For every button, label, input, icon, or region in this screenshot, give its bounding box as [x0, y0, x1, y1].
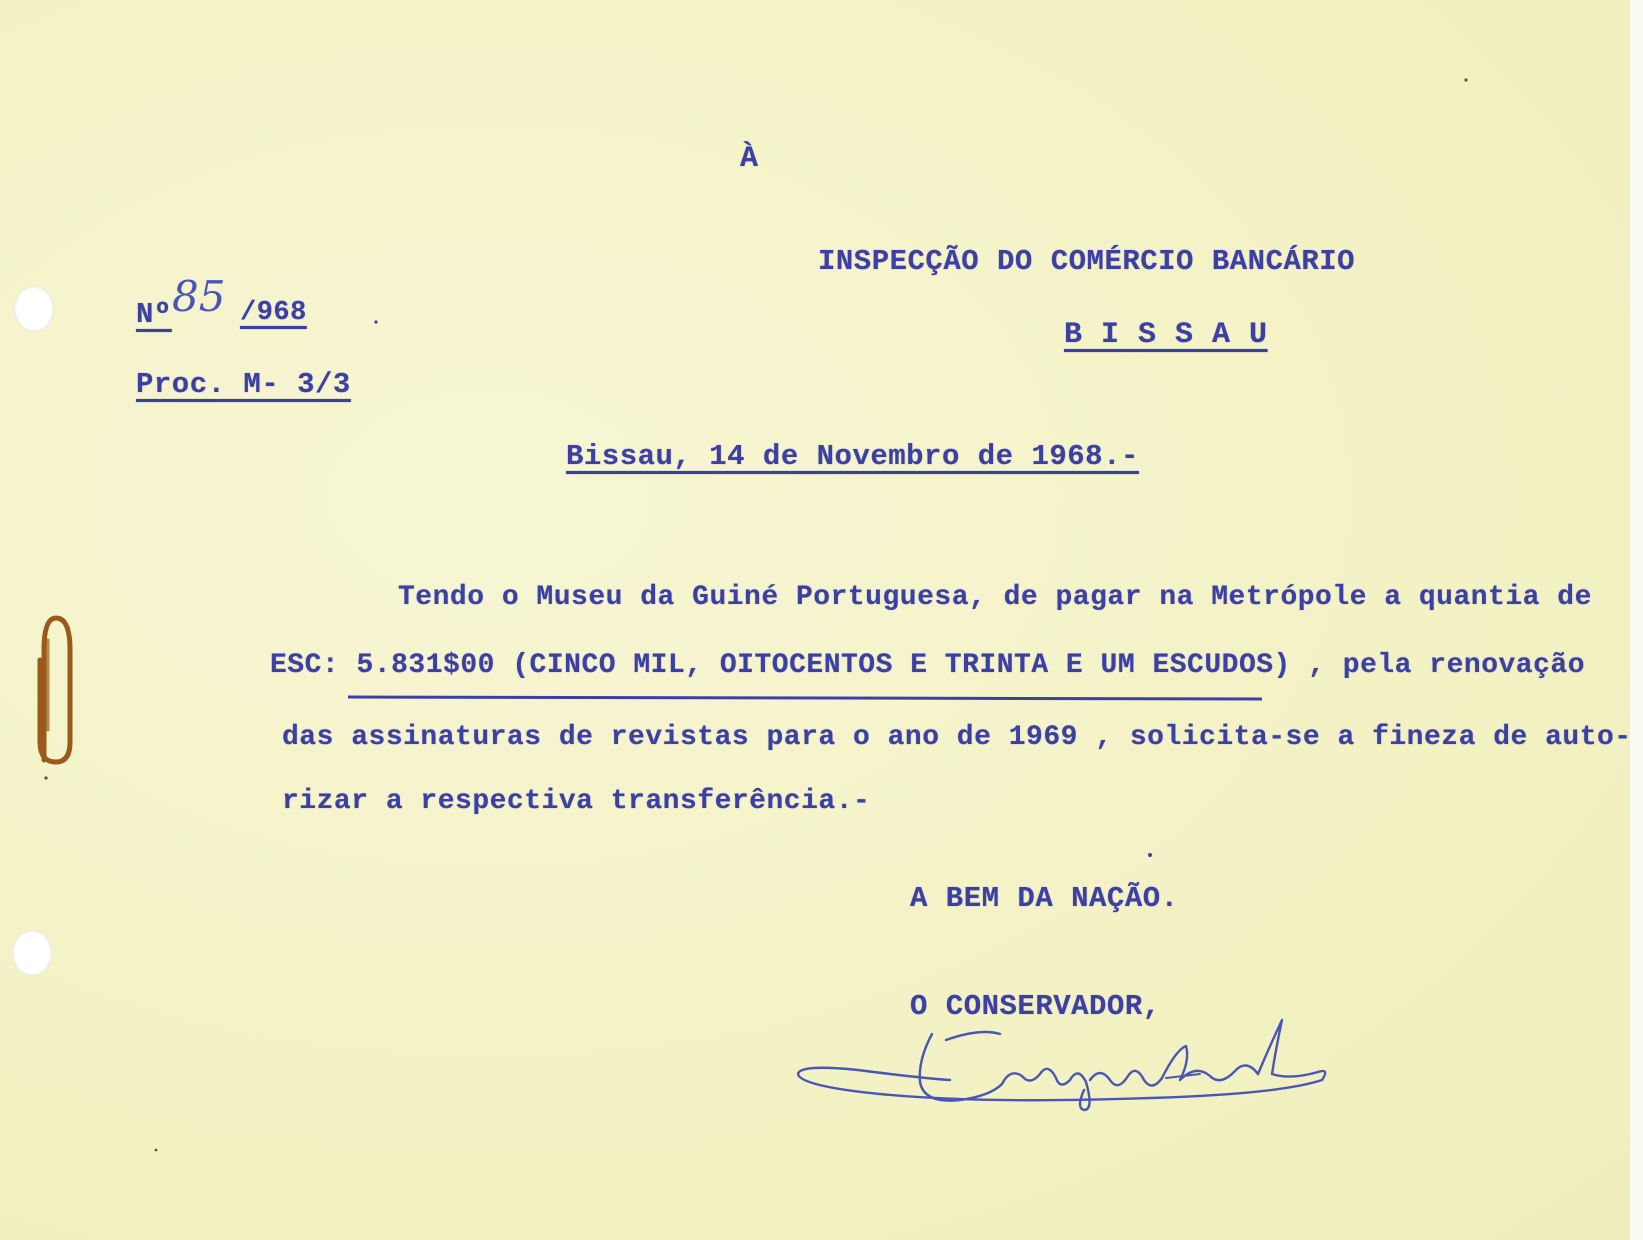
punch-hole-bottom — [12, 930, 52, 976]
number-prefix: Nº — [136, 298, 172, 331]
punch-hole-top — [14, 286, 54, 332]
body-line-3: das assinaturas de revistas para o ano de 1969 , solicita-se a fineza de auto- — [282, 722, 1632, 753]
number-year: /968 — [240, 298, 307, 328]
addressee-prefix: À — [740, 142, 759, 176]
page-edge — [1630, 0, 1643, 1240]
body-line-2: ESC: 5.831$00 (CINCO MIL, OITOCENTOS E TRINTA E UM ESCUDOS) , pela renovação — [270, 650, 1586, 681]
process-reference: Proc. M- 3/3 — [136, 368, 351, 401]
letter-date: Bissau, 14 de Novembro de 1968.- — [566, 440, 1139, 473]
body-line-1: Tendo o Museu da Guiné Portuguesa, de pagar na Metrópole a quantia de — [398, 582, 1592, 613]
recipient-institution: INSPECÇÃO DO COMÉRCIO BANCÁRIO — [818, 245, 1356, 278]
closing-salutation: A BEM DA NAÇÃO. — [910, 882, 1179, 915]
signatory-title: O CONSERVADOR, — [910, 990, 1161, 1023]
handwritten-number: 85 — [172, 272, 226, 321]
recipient-city: B I S S A U — [1064, 318, 1268, 352]
body-line-4: rizar a respectiva transferência.- — [282, 786, 871, 817]
